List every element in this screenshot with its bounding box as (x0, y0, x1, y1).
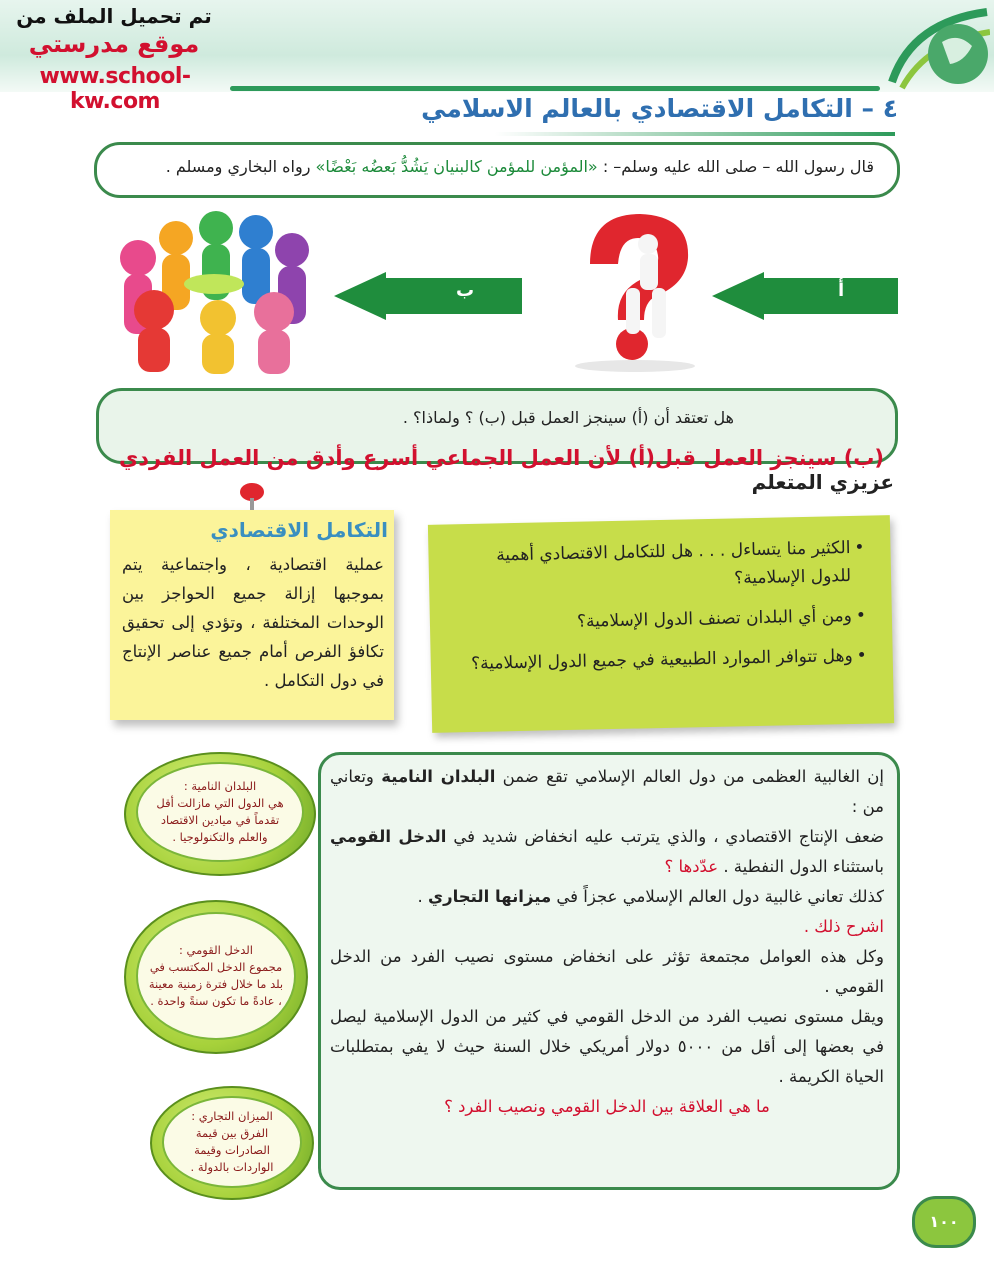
paragraph: وكل هذه العوامل مجتمعة تؤثر على انخفاض مستوى نصيب الفرد من الدخل القومي . (330, 947, 884, 996)
section-title: ٤ – التكامل الاقتصادي بالعالم الاسلامي (421, 94, 898, 123)
definition-title: التكامل الاقتصادي (210, 518, 388, 542)
pushpin-icon (232, 480, 272, 510)
text: ضعف الإنتاج الاقتصادي ، والذي يترتب عليه انخفاض شديد في (453, 827, 884, 846)
bubble-text: هي الدول التي مازالت أقل تقدماً في ميادين الاقتصاد والعلم والتكنولوجيا . (156, 796, 284, 844)
bubble-developing-countries (124, 752, 316, 876)
hadith-text (166, 157, 874, 176)
arrow-b-body (384, 278, 522, 314)
list-item: • ومن أي البلدان تصنف الدول الإسلامية؟ (454, 602, 866, 639)
questions-list (428, 515, 893, 679)
keyword-trade-balance: ميزانها التجاري (427, 887, 552, 906)
text: إن الغالبية العظمى من دول العالم الإسلامي تقع ضمن (502, 767, 885, 786)
teamwork-illustration (96, 206, 326, 376)
thinker-question-illustration (560, 204, 710, 374)
bubble-title: الدخل القومي : (179, 943, 253, 957)
page-number: ١٠٠ (912, 1196, 976, 1248)
questions-card (428, 515, 894, 733)
arrow-b-label: ب (456, 280, 475, 301)
paragraph (330, 822, 884, 882)
list-item: • الكثير منا يتساءل . . . هل للتكامل الاقتصادي أهمية للدول الإسلامية؟ (452, 534, 865, 599)
paragraph (330, 882, 884, 912)
keyword-developing-countries: البلدان النامية (381, 767, 496, 786)
keyword-national-income: الدخل القومي (330, 827, 447, 846)
main-text (330, 762, 884, 1122)
title-underline (495, 132, 895, 136)
paragraph: ويقل مستوى نصيب الفرد من الدخل القومي في كثير من الدول الإسلامية ليصل في بعضها إلى أقل من ٥٠٠٠ دولار أمريكي خلال السنة حيث لا يفي بمتطلبات الحياة الكريمة . (330, 1007, 884, 1086)
site-url-link[interactable]: www.school-kw.com (39, 64, 191, 114)
header-divider (230, 86, 880, 91)
definition-body: عملية اقتصادية ، واجتماعية يتم بموجبها إزالة جميع الحواجز بين الوحدات المختلفة ، وتؤدي إلى تحقيق تكافؤ الفرص أمام جميع عناصر الإنتاج في دول التكامل . (122, 555, 384, 690)
answer-text: (ب) سينجز العمل قبل(أ) لأن العمل الجماعي أسرع وأدق من العمل الفردي (118, 446, 884, 470)
arrow-a (712, 272, 898, 320)
arrow-a-body (762, 278, 898, 314)
globe-logo-icon (872, 2, 990, 92)
bubble-title: البلدان النامية : (183, 779, 257, 793)
bubble-text: مجموع الدخل المكتسب في بلد ما خلال فترة زمنية معينة ، عادةً ما تكون سنةً واحدة . (148, 960, 284, 1008)
text: . (417, 887, 423, 906)
hadith-prefix: قال رسول الله – صلى الله عليه وسلم– : (602, 157, 874, 176)
relationship-question: ما هي العلاقة بين الدخل القومي ونصيب الفرد ؟ (444, 1097, 770, 1116)
bubble-text: الفرق بين قيمة الصادرات وقيمة الواردات بالدولة . (190, 1126, 274, 1174)
prompt-explain: اشرح ذلك . (803, 917, 884, 936)
arrow-a-label: أ (838, 280, 845, 301)
bubble-national-income (124, 900, 308, 1054)
list-item: • وهل تتوافر الموارد الطبيعية في جميع الدول الإسلامية؟ (455, 642, 867, 679)
arrow-b-head (334, 272, 386, 320)
paragraph (330, 762, 884, 822)
site-name: موقع مدرستي (28, 30, 200, 58)
bubble-inner (162, 1096, 302, 1188)
learner-heading: عزيزي المتعلم (751, 470, 894, 494)
bubble-title: الميزان التجاري : (191, 1109, 273, 1123)
arrow-b (334, 272, 522, 320)
text: كذلك تعاني غالبية دول العالم الإسلامي عجزاً في (556, 887, 884, 906)
prompt-enumerate: عدّدها ؟ (664, 857, 719, 876)
hadith-source: رواه البخاري ومسلم . (165, 157, 311, 176)
arrow-a-head (712, 272, 764, 320)
bubble-inner (136, 912, 296, 1040)
bubble-inner (136, 762, 304, 862)
hadith-quote: «المؤمن للمؤمن كالبنيان يَشُدُّ بَعضُه بَعْضًا» (315, 157, 598, 176)
text: وتعاني من : (330, 767, 884, 816)
text: باستثناء الدول النفطية . (723, 857, 884, 876)
bubble-trade-balance (150, 1086, 314, 1200)
download-source-line: تم تحميل الملف من (16, 4, 212, 28)
question-text: هل تعتقد أن (أ) سينجز العمل قبل (ب) ؟ ولماذا؟ . (402, 408, 734, 427)
